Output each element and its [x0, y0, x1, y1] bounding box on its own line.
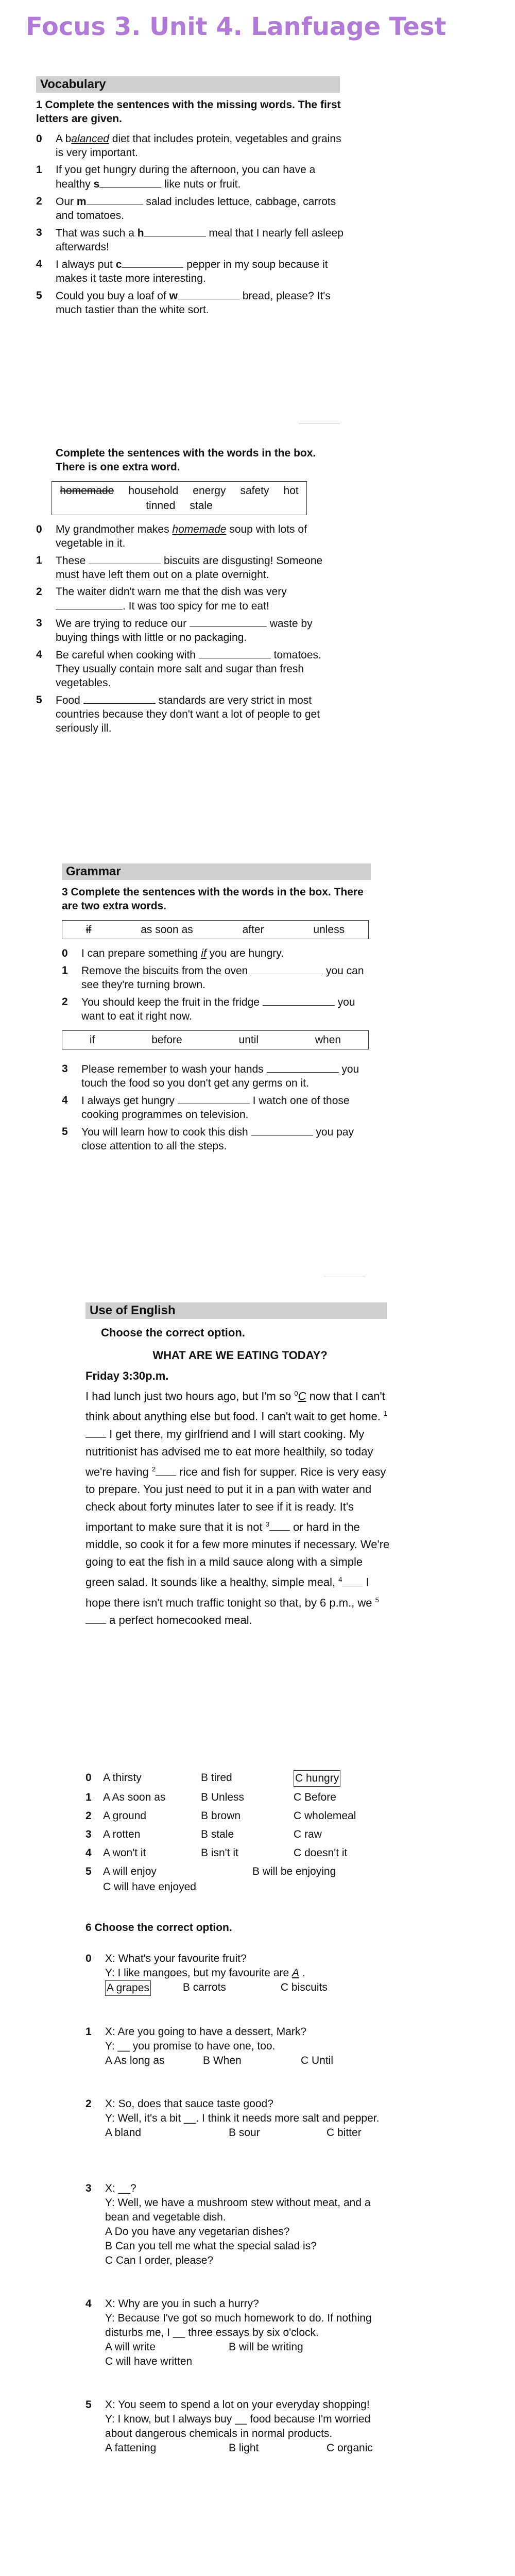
answer-gap[interactable]: [251, 963, 323, 974]
selected-option[interactable]: A grapes: [105, 1980, 151, 1996]
answer-gap[interactable]: [156, 1465, 176, 1476]
grammar-header: Grammar: [62, 863, 371, 880]
vocab2-item-3: 3 We are trying to reduce our waste by buying things with little or no packaging.: [36, 617, 313, 643]
answer-gap[interactable]: [269, 1520, 290, 1531]
vocab-item-0: 0 A balanced diet that includes protein, vegetables and grains is very important.: [36, 133, 341, 159]
selected-option[interactable]: C hungry: [294, 1770, 340, 1787]
vocabulary-header: Vocabulary: [36, 76, 340, 93]
word-box: homemade household energy safety hot tinned stale: [52, 481, 307, 515]
answer-gap[interactable]: [251, 1125, 313, 1136]
task6-item-4: 4 X: Why are you in such a hurry? Y: Because I've got so much homework to do. If nothing disturbs me, I __ three essays by six o'clock. A will write B will be writing C will have written: [85, 2298, 372, 2367]
answer-gap[interactable]: [178, 1093, 250, 1104]
task6-instruction: 6 Choose the correct option.: [85, 1922, 232, 1934]
answer-gap[interactable]: [199, 648, 271, 658]
task6-item-2: 2 X: So, does that sauce taste good? Y: Well, it's a bit __. I think it needs more salt and pepper. A bland B sour C bitter: [85, 2098, 380, 2139]
example-answer: alanced: [71, 133, 109, 145]
vocab-item-2: 2 Our m salad includes lettuce, cabbage, carrots and tomatoes.: [36, 195, 336, 222]
option-row-1: 1 A As soon as B Unless C Before: [85, 1791, 336, 1803]
grammar-instruction: 3 Complete the sentences with the words in the box. There are two extra words.: [62, 886, 364, 912]
page-title: Focus 3. Unit 4. Lanfuage Test: [26, 12, 447, 41]
option-row-4: 4 A won't it B isn't it C doesn't it: [85, 1847, 348, 1859]
vocab2-item-4: 4 Be careful when cooking with tomatoes. They usually contain more salt and sugar than fresh vegetables.: [36, 649, 321, 689]
answer-gap[interactable]: [122, 257, 183, 268]
grammar-item-3: 3 Please remember to wash your hands you touch the food so you don't get any germs on it.: [62, 1063, 359, 1089]
answer-gap[interactable]: [342, 1575, 363, 1586]
option-row-0: 0 A thirsty B tired C hungry: [85, 1770, 394, 1787]
article-heading: WHAT ARE WE EATING TODAY?: [152, 1349, 328, 1362]
answer-gap[interactable]: [83, 693, 156, 704]
answer-gap[interactable]: [85, 1613, 106, 1624]
grammar-task: [62, 885, 376, 1156]
option-row-5: 5 A will enjoy B will be enjoying C will have enjoyed: [85, 1866, 336, 1893]
answer-gap[interactable]: [190, 616, 267, 627]
vocab2-item-1: 1 These biscuits are disgusting! Someone must have left them out on a plate overnight.: [36, 554, 323, 581]
answer-gap[interactable]: [178, 289, 239, 299]
answer-gap[interactable]: [144, 226, 206, 236]
article-body: I had lunch just two hours ago, but I'm so $^0$C now that I can't think about anything else but food. I can't wait to get home. $^1$ I get there, my girlfriend and I will start cooking. My nutritionist has advised me to eat more healthily, so today we're having $^2$ rice and fish for supper. Rice is very easy to prepare. You just need to put it in a pan with water and check about forty minutes later to see if it is ready. It's important to make sure that it is not $^3$ or hard in the middle, so cook it for a few more minutes if necessary. We're going to eat the fish in a mild sauce along with a simple green salad. It sounds like a healthy, simple meal, $^4$ I hope there isn't much traffic tonight so that, by 6 p.m., we $^5$ a perfect homecooked meal.: [85, 1389, 390, 1626]
grammar-item-2: 2 You should keep the fruit in the fridge you want to eat it right now.: [62, 996, 355, 1022]
answer-gap[interactable]: [85, 1427, 106, 1438]
use-of-english-header: Use of English: [85, 1302, 387, 1319]
option-row-3: 3 A rotten B stale C raw: [85, 1828, 322, 1840]
grammar-item-1: 1 Remove the biscuits from the oven you can see they're turning brown.: [62, 964, 364, 991]
article-date: Friday 3:30p.m.: [85, 1369, 169, 1382]
task6: [85, 1921, 394, 2459]
answer-gap[interactable]: [87, 194, 143, 205]
answer-gap[interactable]: [99, 177, 161, 188]
vocab-item-3: 3 That was such a h meal that I nearly fell asleep afterwards!: [36, 227, 344, 253]
vocab2-item-5: 5 Food standards are very strict in most countries because they don't want a lot of people to get seriously ill.: [36, 694, 320, 734]
task6-item-3: 3 X: __? Y: Well, we have a mushroom stew without meat, and a bean and vegetable dish. A Do you have any vegetarian dishes? B Can you tell me what the special salad is? C Can I order, please?: [85, 2182, 371, 2266]
task6-item-1: 1 X: Are you going to have a dessert, Mark? Y: __ you promise to have one, too. A As long as B When C Until: [85, 2026, 334, 2066]
word-box-2: if before until when: [62, 1030, 369, 1049]
task1-instruction: 1 Complete the sentences with the missing words. The first letters are given.: [36, 99, 341, 125]
answer-gap[interactable]: [56, 599, 123, 609]
task6-item-0: 0 X: What's your favourite fruit? Y: I like mangoes, but my favourite are A . A grapes B carrots C biscuits: [85, 1952, 394, 1996]
vocab-item-5: 5 Could you buy a loaf of w bread, please? It's much tastier than the white sort.: [36, 290, 331, 316]
vocabulary-task1: [36, 98, 345, 320]
english-options: [85, 1770, 394, 1898]
grammar-item-5: 5 You will learn how to cook this dish you pay close attention to all the steps.: [62, 1126, 354, 1152]
english-instruction: Choose the correct option.: [101, 1326, 245, 1339]
answer-gap[interactable]: [267, 1062, 339, 1073]
answer-gap[interactable]: [89, 553, 161, 564]
word-box-1: if as soon as after unless: [62, 920, 369, 939]
use-of-english-text: [85, 1324, 394, 1629]
task6-item-5: 5 X: You seem to spend a lot on your everyday shopping! Y: I know, but I always buy __ food because I'm worried about dangerous chemicals in normal products. A fattening B light C organic: [85, 2399, 373, 2454]
vocab2-item-0: 0 My grandmother makes homemade soup with lots of vegetable in it.: [36, 523, 307, 549]
answer-gap[interactable]: [263, 995, 335, 1006]
grammar-item-4: 4 I always get hungry I watch one of those cooking programmes on television.: [62, 1094, 350, 1121]
divider: [299, 423, 340, 424]
task2-instruction: Complete the sentences with the words in the box. There is one extra word.: [56, 447, 316, 473]
option-row-2: 2 A ground B brown C wholemeal: [85, 1810, 356, 1822]
vocabulary-task2: [36, 446, 345, 738]
vocab-item-4: 4 I always put c pepper in my soup because it makes it taste more interesting.: [36, 258, 328, 284]
vocab-item-1: 1 If you get hungry during the afternoon, you can have a healthy s like nuts or fruit.: [36, 164, 316, 190]
grammar-item-0: 0 I can prepare something if you are hungry.: [62, 947, 284, 959]
vocab2-item-2: 2 The waiter didn't warn me that the dish was very . It was too spicy for me to eat!: [36, 586, 287, 612]
